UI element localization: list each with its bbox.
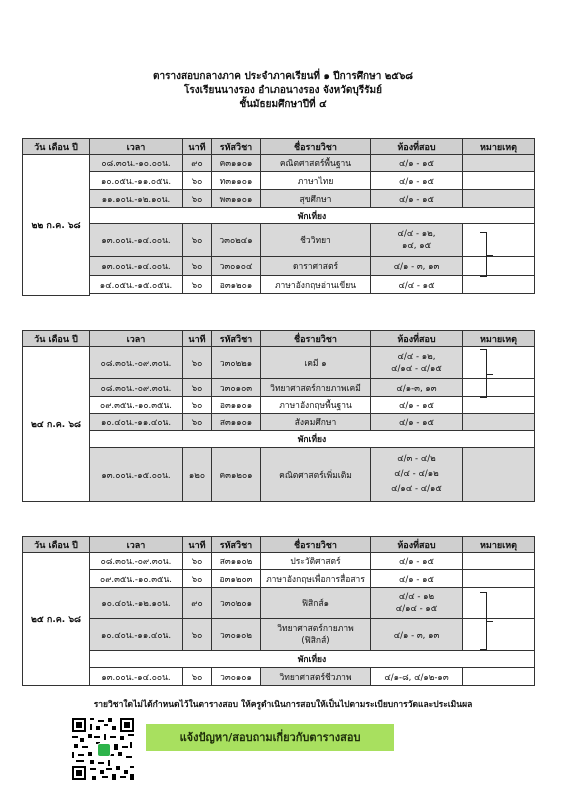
table-header-row — [23, 331, 535, 347]
note-cell — [463, 224, 535, 257]
date-cell: ๒๔ ก.ค. ๖๘ — [23, 347, 90, 502]
minutes-cell: ๑๒๐ — [183, 448, 212, 502]
code-cell: ว๓๐๑๐๑ — [212, 668, 261, 686]
note-cell — [463, 553, 535, 570]
lunch-label: พักเที่ยง — [90, 208, 535, 224]
table-row — [23, 448, 535, 502]
note-cell — [463, 619, 535, 651]
minutes-cell: ๖๐ — [183, 414, 212, 431]
time-cell: ๐๘.๓๐น.-๐๙.๓๐น. — [90, 347, 183, 379]
code-cell: ว๓๐๑๐๔ — [212, 257, 261, 276]
note-cell — [463, 570, 535, 588]
rooms-line: ๔/๔ - ๔/๑๒ — [394, 469, 439, 479]
code-cell: อ๓๑๑๐๑ — [212, 397, 261, 414]
table-row — [23, 172, 535, 190]
code-cell: ส๓๑๑๐๒ — [212, 553, 261, 570]
subject-line: (ฟิสิกส์) — [301, 635, 330, 646]
code-cell: ว๓๐๑๐๒ — [212, 619, 261, 651]
time-cell: ๑๓.๐๐น.-๑๔.๐๐น. — [90, 224, 183, 257]
minutes-cell: ๙๐ — [183, 588, 212, 619]
rooms-cell: ๔/๑-๘, ๔/๑๒-๑๓ — [371, 668, 463, 686]
date-cell: ๒๕ ก.ค. ๖๘ — [23, 553, 90, 686]
contact-button[interactable]: แจ้งปัญหา/สอบถามเกี่ยวกับตารางสอบ — [146, 724, 394, 751]
code-cell: ค๓๑๑๐๑ — [212, 155, 261, 172]
note-cell — [463, 172, 535, 190]
col-subject: ชื่อรายวิชา — [261, 139, 371, 155]
note-cell — [463, 190, 535, 208]
footnote: รายวิชาใดไม่ได้กำหนดไว้ในตารางสอบ ให้ครูดำเนินการสอบให้เป็นไปตามระเบียบการวัดและประเมินผล — [93, 700, 473, 710]
note-cell — [463, 668, 535, 686]
time-cell: ๐๘.๓๐น.-๑๐.๐๐น. — [90, 155, 183, 172]
subject-cell: วิทยาศาสตร์ชีวภาพ — [261, 668, 371, 686]
note-cell — [463, 397, 535, 414]
minutes-cell: ๖๐ — [183, 257, 212, 276]
time-cell: ๑๐.๔๐น.-๑๒.๑๐น. — [90, 588, 183, 619]
minutes-cell: ๖๐ — [183, 190, 212, 208]
lunch-row — [23, 431, 535, 448]
rooms-cell — [371, 347, 463, 379]
table-row — [23, 257, 535, 276]
rooms-cell: ๔/๑ - ๓, ๑๓ — [371, 257, 463, 276]
subject-cell — [261, 619, 371, 651]
col-minutes: นาที — [183, 331, 212, 347]
code-cell: ส๓๑๑๐๑ — [212, 414, 261, 431]
title-line-3: ชั้นมัธยมศึกษาปีที่ ๔ — [239, 99, 327, 110]
minutes-cell: ๖๐ — [183, 276, 212, 294]
col-code: รหัสวิชา — [212, 331, 261, 347]
rooms-cell: ๔/๑ - ๑๕ — [371, 414, 463, 431]
subject-cell: คณิตศาสตร์พื้นฐาน — [261, 155, 371, 172]
code-cell: ว๓๐๒๒๑ — [212, 347, 261, 379]
minutes-cell: ๖๐ — [183, 379, 212, 397]
subject-cell: ภาษาอังกฤษเพื่อการสื่อสาร — [261, 570, 371, 588]
time-cell: ๑๐.๐๕น.-๑๑.๐๕น. — [90, 172, 183, 190]
time-cell: ๑๑.๑๐น.-๑๒.๑๐น. — [90, 190, 183, 208]
code-cell: ว๓๐๑๐๓ — [212, 379, 261, 397]
col-time: เวลา — [90, 537, 183, 553]
col-minutes: นาที — [183, 139, 212, 155]
col-date: วัน เดือน ปี — [23, 139, 90, 155]
minutes-cell: ๖๐ — [183, 668, 212, 686]
lunch-label: พักเที่ยง — [90, 651, 535, 668]
time-cell: ๐๙.๓๕น.-๑๐.๓๕น. — [90, 397, 183, 414]
table-row — [23, 668, 535, 686]
col-time: เวลา — [90, 139, 183, 155]
line-logo-icon — [97, 743, 111, 757]
lunch-row — [23, 208, 535, 224]
table-row — [23, 619, 535, 651]
time-cell: ๐๙.๓๕น.-๑๐.๓๕น. — [90, 570, 183, 588]
subject-cell: ประวัติศาสตร์ — [261, 553, 371, 570]
title-line-2: โรงเรียนนางรอง อำเภอนางรอง จังหวัดบุรีรัมย์ — [184, 85, 382, 96]
rooms-line: ๔/๔ - ๑๒, — [397, 229, 436, 239]
code-cell: ว๓๐๒๐๑ — [212, 588, 261, 619]
title-line-1: ตารางสอบกลางภาค ประจำภาคเรียนที่ ๑ ปีการศึกษา ๒๕๖๘ — [152, 71, 414, 82]
note-cell — [463, 414, 535, 431]
table-header-row — [23, 537, 535, 553]
group-brace — [480, 592, 487, 650]
code-cell: อ๓๑๒๐๓ — [212, 570, 261, 588]
qr-code-icon[interactable] — [70, 716, 136, 782]
subject-cell: ภาษาอังกฤษอ่านเขียน — [261, 276, 371, 294]
table-row — [23, 276, 535, 294]
table-row — [23, 224, 535, 257]
table-row — [23, 190, 535, 208]
subject-cell: ฟิสิกส์๑ — [261, 588, 371, 619]
rooms-line: ๔/๑๔ - ๔/๑๕ — [391, 484, 442, 494]
subject-cell: ชีววิทยา — [261, 224, 371, 257]
note-cell — [463, 588, 535, 619]
rooms-cell: ๔/๔ - ๑๕ — [371, 276, 463, 294]
rooms-cell: ๔/๑ - ๑๕ — [371, 155, 463, 172]
col-minutes: นาที — [183, 537, 212, 553]
subject-cell: ดาราศาสตร์ — [261, 257, 371, 276]
minutes-cell: ๖๐ — [183, 224, 212, 257]
note-cell — [463, 276, 535, 294]
rooms-line: ๔/๓ - ๔/๒ — [397, 454, 436, 464]
date-cell: ๒๒ ก.ค. ๖๘ — [23, 155, 90, 296]
rooms-cell — [371, 448, 463, 502]
code-cell: ว๓๐๒๔๑ — [212, 224, 261, 257]
minutes-cell: ๙๐ — [183, 155, 212, 172]
subject-cell: วิทยาศาสตร์กายภาพเคมี — [261, 379, 371, 397]
table-row — [23, 553, 535, 570]
col-note: หมายเหตุ — [463, 537, 535, 553]
rooms-cell: ๔/๑ - ๑๕ — [371, 190, 463, 208]
col-time: เวลา — [90, 331, 183, 347]
code-cell: ค๓๑๒๐๑ — [212, 448, 261, 502]
time-cell: ๑๓.๐๐น.-๑๔.๐๐น. — [90, 668, 183, 686]
col-note: หมายเหตุ — [463, 139, 535, 155]
subject-line: วิทยาศาสตร์กายภาพ — [277, 623, 354, 634]
rooms-line: ๔/๔ - ๑๒, — [397, 351, 436, 362]
note-cell — [463, 257, 535, 276]
lunch-row — [23, 651, 535, 668]
rooms-cell — [371, 588, 463, 619]
col-rooms: ห้องที่สอบ — [371, 139, 463, 155]
table-row — [23, 379, 535, 397]
table-row — [23, 570, 535, 588]
time-cell: ๑๐.๔๐น.-๑๑.๔๐น. — [90, 414, 183, 431]
table-row — [23, 155, 535, 172]
rooms-cell: ๔/๑ - ๑๕ — [371, 553, 463, 570]
col-subject: ชื่อรายวิชา — [261, 537, 371, 553]
subject-cell: ภาษาอังกฤษพื้นฐาน — [261, 397, 371, 414]
code-cell: ท๓๑๑๐๑ — [212, 172, 261, 190]
note-cell — [463, 448, 535, 502]
rooms-cell: ๔/๑ - ๓, ๑๓ — [371, 619, 463, 651]
exam-table-day-2 — [22, 330, 535, 502]
time-cell: ๐๘.๓๐น.-๐๙.๓๐น. — [90, 553, 183, 570]
col-code: รหัสวิชา — [212, 139, 261, 155]
time-cell: ๑๔.๐๕น.-๑๕.๐๕น. — [90, 276, 183, 294]
table-row — [23, 588, 535, 619]
note-cell — [463, 155, 535, 172]
rooms-line: ๔/๑๔ - ๔/๑๕ — [391, 363, 442, 374]
table-row — [23, 414, 535, 431]
subject-cell: สังคมศึกษา — [261, 414, 371, 431]
rooms-line: ๔/๔ - ๑๒ — [398, 592, 435, 602]
minutes-cell: ๖๐ — [183, 397, 212, 414]
minutes-cell: ๖๐ — [183, 570, 212, 588]
col-rooms: ห้องที่สอบ — [371, 537, 463, 553]
time-cell: ๑๓.๐๐น.-๑๔.๐๐น. — [90, 257, 183, 276]
rooms-line: ๑๔, ๑๕ — [401, 241, 432, 251]
exam-table-day-3 — [22, 536, 535, 686]
col-note: หมายเหตุ — [463, 331, 535, 347]
col-subject: ชื่อรายวิชา — [261, 331, 371, 347]
note-cell — [463, 347, 535, 379]
lunch-label: พักเที่ยง — [90, 431, 535, 448]
minutes-cell: ๖๐ — [183, 553, 212, 570]
time-cell: ๑๓.๐๐น.-๑๕.๐๐น. — [90, 448, 183, 502]
exam-table-day-1 — [22, 138, 535, 296]
rooms-cell: ๔/๑ - ๑๕ — [371, 570, 463, 588]
minutes-cell: ๖๐ — [183, 347, 212, 379]
rooms-cell: ๔/๑ - ๑๕ — [371, 397, 463, 414]
note-cell — [463, 379, 535, 397]
time-cell: ๑๐.๔๐น.-๑๑.๔๐น. — [90, 619, 183, 651]
rooms-cell — [371, 224, 463, 257]
minutes-cell: ๖๐ — [183, 619, 212, 651]
col-code: รหัสวิชา — [212, 537, 261, 553]
subject-cell: สุขศึกษา — [261, 190, 371, 208]
table-header-row — [23, 139, 535, 155]
col-rooms: ห้องที่สอบ — [371, 331, 463, 347]
subject-cell: คณิตศาสตร์เพิ่มเติม — [261, 448, 371, 502]
code-cell: พ๓๑๑๐๑ — [212, 190, 261, 208]
rooms-line: ๔/๑๔ - ๑๕ — [395, 604, 438, 614]
subject-cell: เคมี ๑ — [261, 347, 371, 379]
subject-cell: ภาษาไทย — [261, 172, 371, 190]
rooms-cell: ๔/๑ - ๑๕ — [371, 172, 463, 190]
table-row — [23, 397, 535, 414]
time-cell: ๐๘.๓๐น.-๐๙.๓๐น. — [90, 379, 183, 397]
col-date: วัน เดือน ปี — [23, 331, 90, 347]
col-date: วัน เดือน ปี — [23, 537, 90, 553]
minutes-cell: ๖๐ — [183, 172, 212, 190]
rooms-cell: ๔/๑-๓, ๑๓ — [371, 379, 463, 397]
table-row — [23, 347, 535, 379]
code-cell: อ๓๑๒๐๑ — [212, 276, 261, 294]
group-brace — [480, 349, 487, 398]
group-brace — [480, 232, 487, 277]
